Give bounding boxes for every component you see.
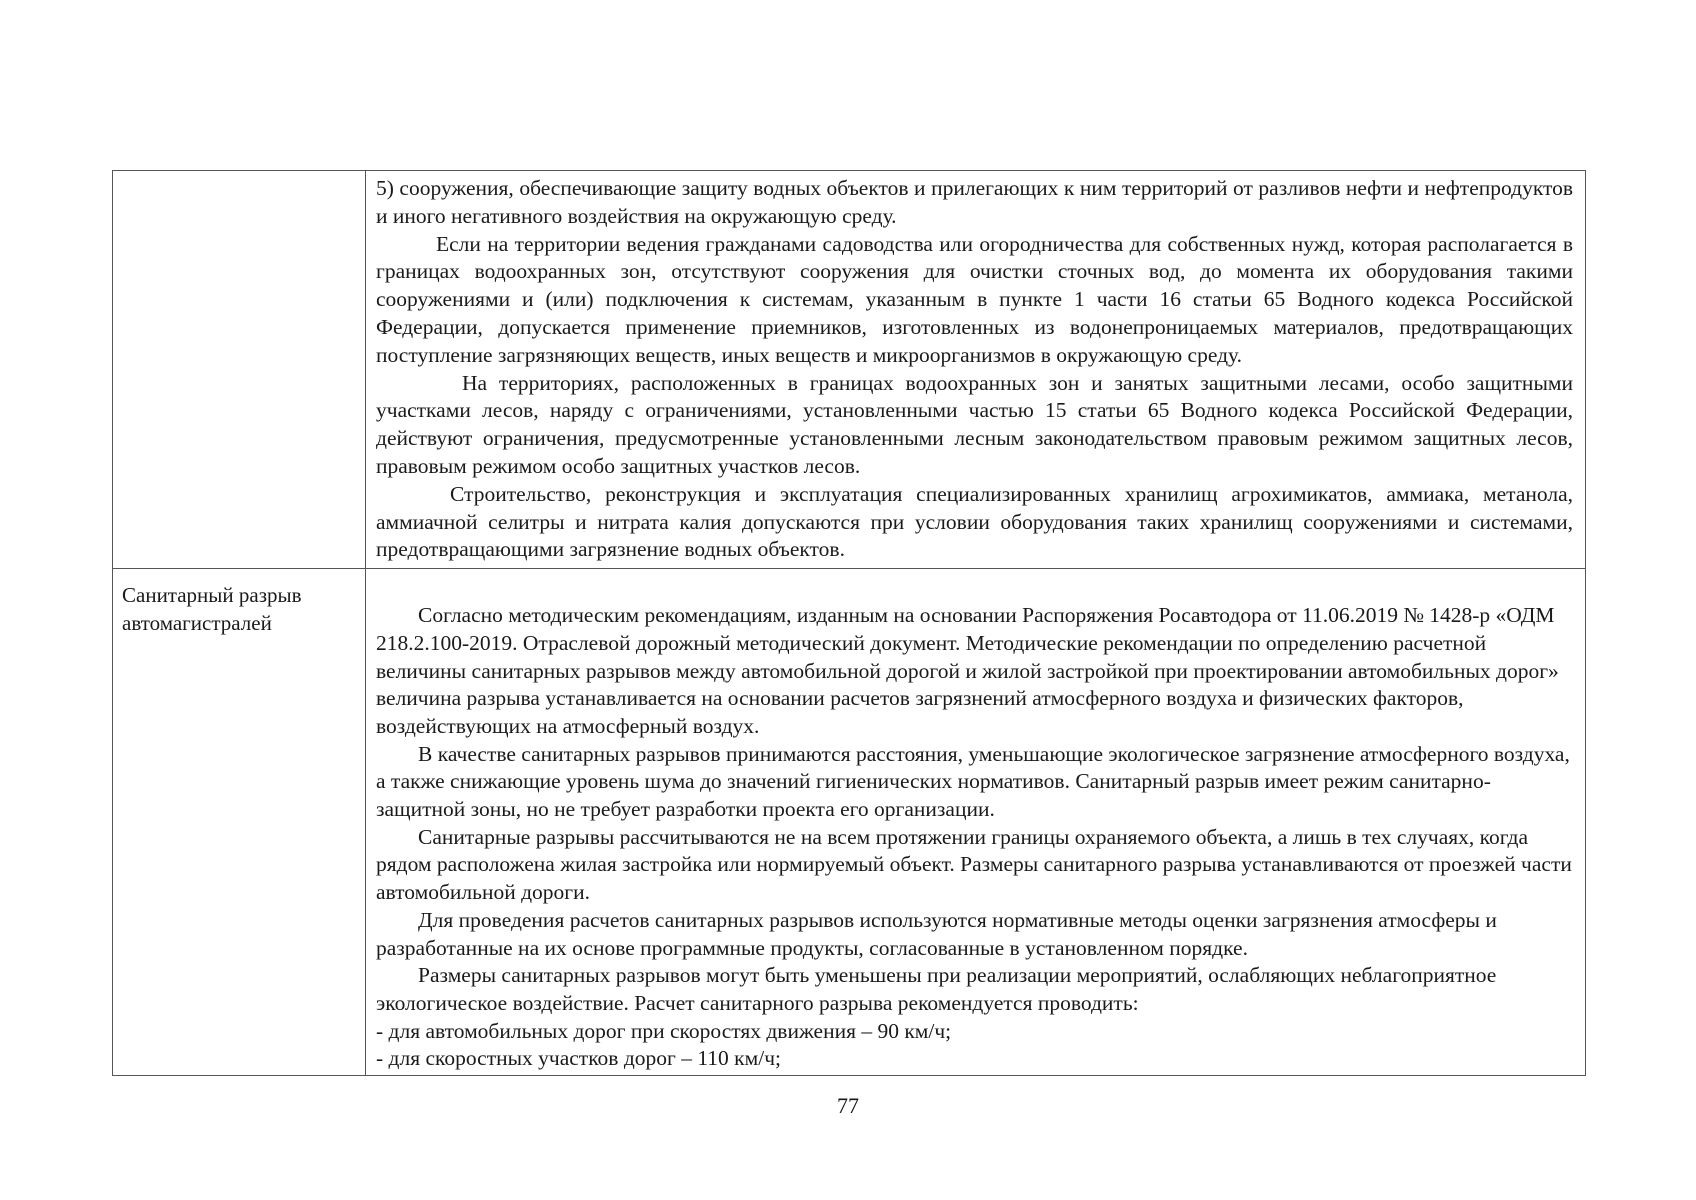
row-title: Санитарный разрыв автомагистралей: [122, 583, 302, 636]
table-cell-right: [366, 569, 1586, 1076]
paragraph: - для автомобильных дорог при скоростях движения – 90 км/ч;: [376, 1018, 952, 1043]
paragraph: Строительство, реконструкция и эксплуатация специализированных хранилищ агрохимикатов, аммиака, метанола, аммиачной селитры и нитрата калия допускаются при условии оборудования таких хранилищ сооружениями и системами, предотвращающими загрязнение водных объектов.: [376, 481, 1573, 562]
paragraph: Санитарные разрывы рассчитываются не на всем протяжении границы охраняемого объекта, а лишь в тех случаях, когда рядом расположена жилая застройка или нормируемый объект. Размеры санитарного разрыва устанавливаются от проезжей части автомобильной дороги.: [376, 824, 1572, 905]
row-title: [113, 171, 365, 183]
paragraph: Согласно методическим рекомендациям, изданным на основании Распоряжения Росавтодора от 11.06.2019 № 1428-р «ОДМ 218.2.100-2019. Отраслевой дорожный методический документ. Методические рекомендации по определению расчетной величины санитарных разрывов между автомобильной дорогой и жилой застройкой при проектировании автомобильных дорог» величина разрыва устанавливается на основании расчетов загрязнений атмосферного воздуха и физических факторов, воздействующих на атмосферный воздух.: [376, 603, 1559, 738]
table-row: [113, 171, 1586, 569]
paragraph: Размеры санитарных разрывов могут быть уменьшены при реализации мероприятий, ослабляющих неблагоприятное экологическое воздействие. Расчет санитарного разрыва рекомендуется проводить:: [376, 963, 1497, 1015]
paragraph: На территориях, расположенных в границах водоохранных зон и занятых защитными лесами, особо защитными участками лесов, наряду с ограничениями, установленными частью 15 статьи 65 Водного кодекса Российской Федерации, действуют ограничения, предусмотренные установленными лесным законодательством правовым режимом защитных лесов, правовым режимом особо защитных участков лесов.: [376, 370, 1573, 478]
paragraph: В качестве санитарных разрывов принимаются расстояния, уменьшающие экологическое загрязнение атмосферного воздуха, а также снижающие уровень шума до значений гигиенических нормативов. Санитарный разрыв имеет режим санитарно-защитной зоны, но не требует разработки проекта его организации.: [376, 741, 1570, 822]
page-number: 77: [837, 1093, 859, 1118]
paragraph: 5) сооружения, обеспечивающие защиту водных объектов и прилегающих к ним территорий от разливов нефти и нефтепродуктов и иного негативного воздействия на окружающую среду.: [376, 176, 1573, 228]
table-row: [113, 569, 1586, 1076]
paragraph: - для скоростных участков дорог – 110 км/ч;: [376, 1046, 781, 1071]
table-cell-right: [366, 171, 1586, 569]
paragraph: Для проведения расчетов санитарных разрывов используются нормативные методы оценки загрязнения атмосферы и разработанные на их основе программные продукты, согласованные в установленном порядке.: [376, 907, 1497, 960]
paragraph: Если на территории ведения гражданами садоводства или огородничества для собственных нужд, которая располагается в границах водоохранных зон, отсутствуют сооружения для очистки сточных вод, до момента их оборудования такими сооружениями и (или) подключения к системам, указанным в пункте 1 части 16 статьи 65 Водного кодекса Российской Федерации, допускается применение приемников, изготовленных из водонепроницаемых материалов, предотвращающих поступление загрязняющих веществ, иных веществ и микроорганизмов в окружающую среду.: [376, 231, 1573, 367]
row-body: [366, 171, 1585, 568]
row-body: [366, 569, 1585, 1075]
table-cell-left: [113, 171, 366, 569]
table-cell-left: [113, 569, 366, 1076]
document-table: [112, 170, 1586, 1076]
